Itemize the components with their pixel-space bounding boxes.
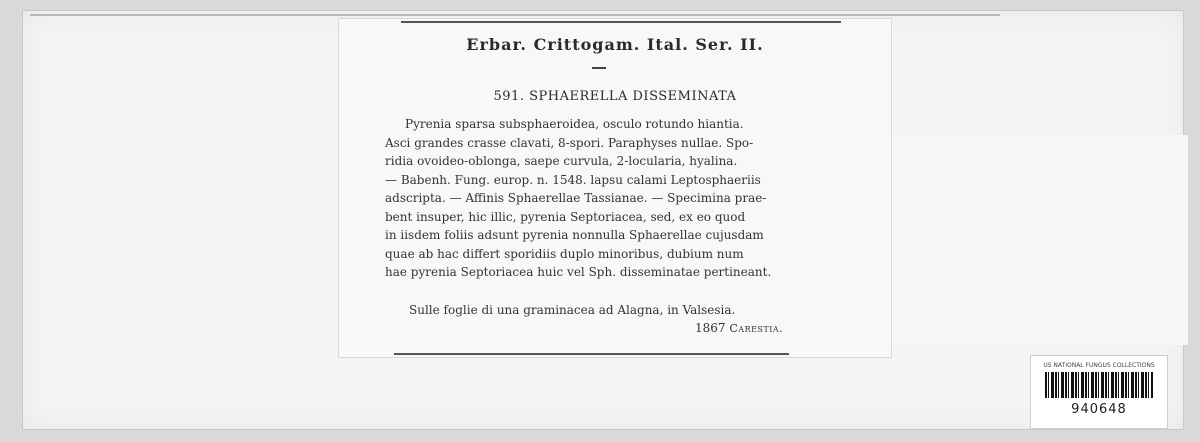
locality-text: Sulle foglie di una graminacea ad Alagna, in Valsesia. (409, 303, 736, 317)
description-line: in iisdem foliis adsunt pyrenia nonnulla Sphaerellae cujusdam (385, 228, 764, 242)
title-separator (592, 67, 606, 69)
description-line: Asci grandes crasse clavati, 8-spori. Paraphyses nullae. Spo- (385, 135, 754, 150)
specimen-label (338, 18, 892, 358)
label-top-rule (401, 21, 841, 23)
description-line: adscripta. — Affinis Sphaerellae Tassianae. — Specimina prae- (385, 191, 767, 205)
collector-name: Carestia. (729, 322, 784, 335)
sheet-top-edge (30, 14, 1000, 16)
species-name: 591. SPHAERELLA DISSEMINATA (493, 89, 737, 104)
barcode-icon (1045, 372, 1153, 398)
description-text (385, 115, 835, 282)
label-title: Erbar. Crittogam. Ital. Ser. II. (466, 35, 764, 54)
description-line: bent insuper, hic illic, pyrenia Septoriacea, sed, ex eo quod (385, 209, 746, 224)
collection-year: 1867 (695, 321, 726, 335)
description-line: — Babenh. Fung. europ. n. 1548. lapsu calami Leptosphaeriis (385, 172, 761, 187)
barcode-label (1030, 355, 1168, 429)
paper-fold (888, 135, 1188, 345)
label-bottom-rule (394, 353, 789, 355)
description-line: quae ab hac differt sporidiis duplo minoribus, dubium num (385, 246, 744, 261)
description-line: hae pyrenia Septoriacea huic vel Sph. disseminatae pertineant. (385, 265, 772, 279)
accession-number: 940648 (1071, 402, 1127, 417)
institution-name: US NATIONAL FUNGUS COLLECTIONS (1043, 362, 1155, 369)
description-line: ridia ovoideo-oblonga, saepe curvula, 2-locularia, hyalina. (385, 154, 738, 168)
description-line: Pyrenia sparsa subsphaeroidea, osculo rotundo hiantia. (405, 117, 744, 131)
collector-line (695, 321, 783, 335)
